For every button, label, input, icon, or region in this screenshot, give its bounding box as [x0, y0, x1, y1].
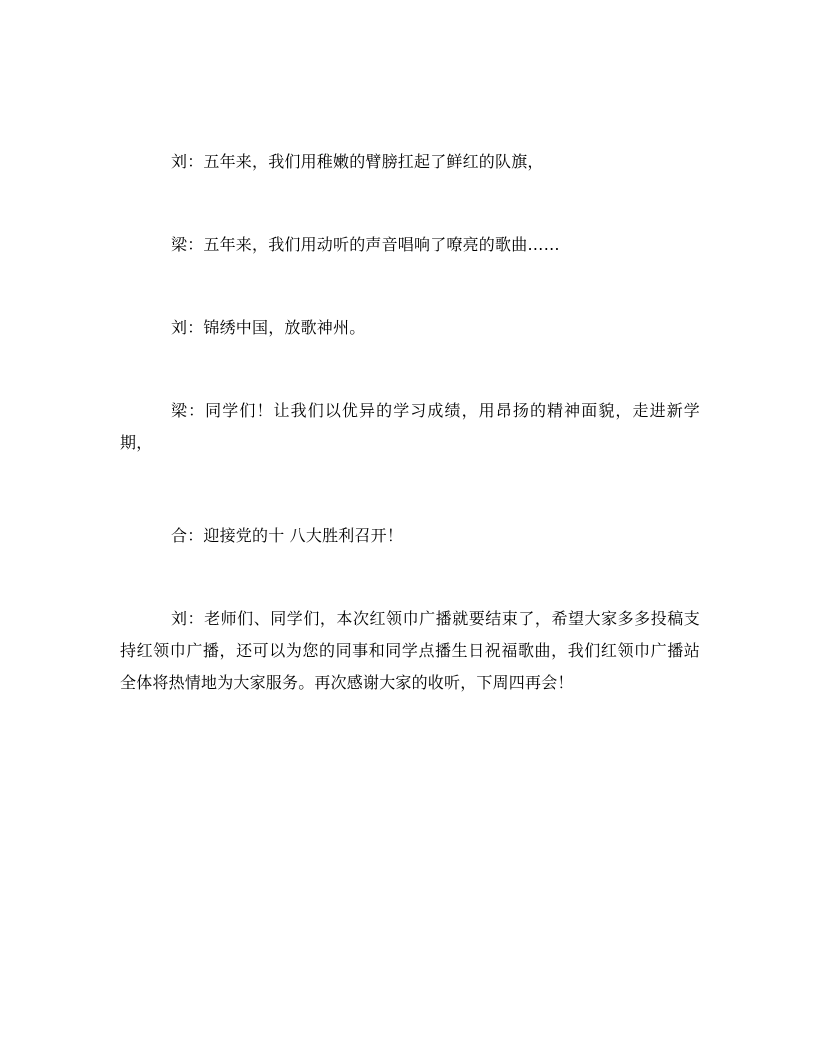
paragraph-liu-closing: 刘：老师们、同学们，本次红领巾广播就要结束了，希望大家多多投稿支持红领巾广播，还可以为您的同事和同学点播生日祝福歌曲，我们红领巾广播站全体将热情地为大家服务。再次感谢大家的收听，下周四再会！	[120, 609, 700, 692]
paragraph-liu-2: 刘：锦绣中国，放歌神州。	[171, 318, 366, 337]
paragraph-liu-1: 刘：五年来，我们用稚嫩的臂膀扛起了鲜红的队旗，	[171, 152, 544, 171]
paragraph-liang-2: 梁：同学们！让我们以优异的学习成绩，用昂扬的精神面貌，走进新学期，	[120, 401, 700, 452]
paragraph-together: 合：迎接党的十 八大胜利召开！	[171, 526, 404, 545]
paragraph-liang-1: 梁：五年来，我们用动听的声音唱响了嘹亮的歌曲……	[171, 235, 560, 254]
